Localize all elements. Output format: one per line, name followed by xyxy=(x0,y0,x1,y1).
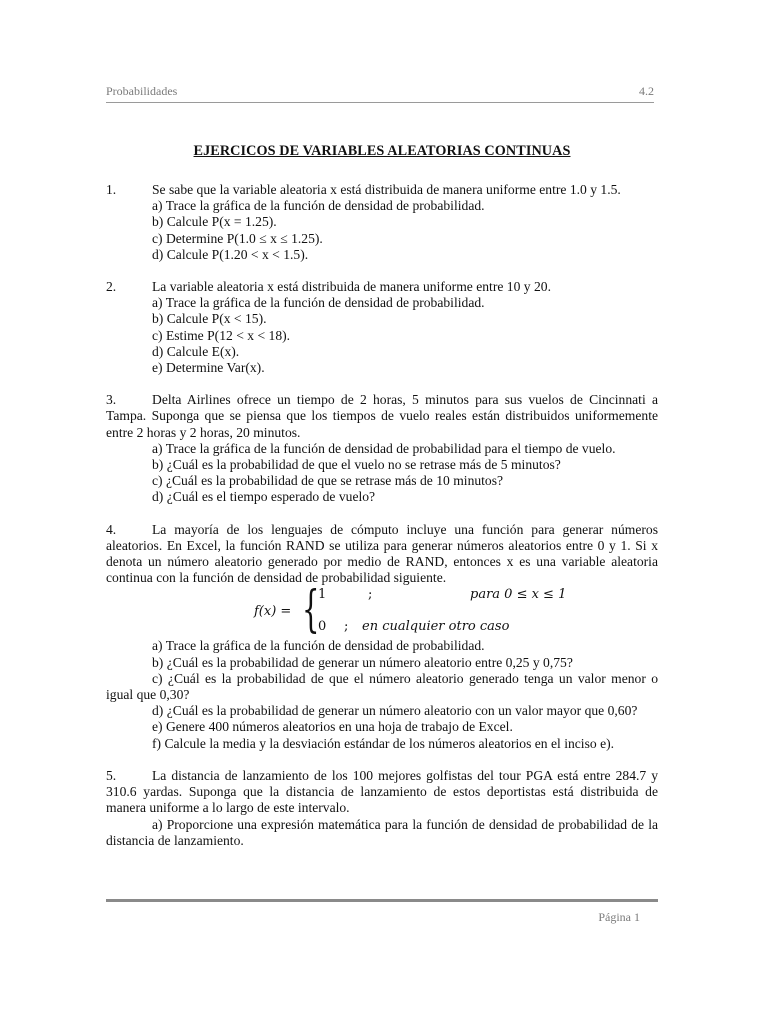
document-title: EJERCICOS DE VARIABLES ALEATORIAS CONTINUAS xyxy=(193,143,571,159)
exercise-statement xyxy=(106,182,658,198)
exercise-item: a) Proporcione una expresión matemática para la función de densidad de probabilidad de la distancia de lanzamiento. xyxy=(106,816,658,848)
exercise-list xyxy=(106,182,658,865)
formula-row1-separator: ; xyxy=(368,587,373,603)
exercise-5 xyxy=(106,768,658,849)
exercise-2 xyxy=(106,279,658,376)
exercise-number: 4. xyxy=(106,521,117,537)
exercise-item: a) Trace la gráfica de la función de densidad de probabilidad. xyxy=(152,638,485,654)
exercise-item: d) Calcule E(x). xyxy=(152,343,240,359)
exercise-item: e) Determine Var(x). xyxy=(152,360,265,376)
exercise-statement xyxy=(106,392,658,441)
exercise-number: 5. xyxy=(106,767,117,783)
formula-row2-separator: ; xyxy=(344,619,349,635)
page-header xyxy=(106,84,654,100)
exercise-text: La mayoría de los lenguajes de cómputo incluye una función para generar números aleatorios. En Excel, la función RAND se utiliza para generar números aleatorios entre 0 y 1. Si x denota un número aleatorio generado por medio de RAND, entonces x es una variable aleatoria continua con la función de densidad de probabilidad siguiente. xyxy=(106,521,658,586)
formula-brace: { xyxy=(302,580,320,639)
exercise-item: c) Estime P(12 < x < 18). xyxy=(152,327,291,343)
exercise-item: d) Calcule P(1.20 < x < 1.5). xyxy=(152,246,309,262)
exercise-item: c) ¿Cuál es la probabilidad de que el número aleatorio generado tenga un valor menor o igual que 0,30? xyxy=(106,670,658,703)
exercise-4 xyxy=(106,522,658,752)
formula-row2-value: 0 xyxy=(318,619,327,635)
exercise-text: La distancia de lanzamiento de los 100 mejores golfistas del tour PGA está entre 284.7 y 310.6 yardas. Suponga que la distancia de lanzamiento de estos deportistas está distribuida de manera uniforme a lo largo de este intervalo. xyxy=(106,767,658,816)
exercise-item: d) ¿Cuál es la probabilidad de generar un número aleatorio con un valor mayor que 0,60? xyxy=(152,703,638,719)
exercise-item: a) Trace la gráfica de la función de densidad de probabilidad. xyxy=(152,198,485,214)
exercise-3 xyxy=(106,392,658,505)
exercise-text: La variable aleatoria x está distribuida de manera uniforme entre 10 y 20. xyxy=(152,279,551,295)
header-title: Probabilidades xyxy=(106,84,178,98)
exercise-item: c) Determine P(1.0 ≤ x ≤ 1.25). xyxy=(152,230,323,246)
exercise-number: 3. xyxy=(106,392,117,408)
exercise-number: 1. xyxy=(106,182,117,197)
exercise-statement xyxy=(106,279,658,295)
exercise-item: e) Genere 400 números aleatorios en una hoja de trabajo de Excel. xyxy=(152,719,513,735)
exercise-item: a) Trace la gráfica de la función de densidad de probabilidad para el tiempo de vuelo. xyxy=(152,440,616,456)
exercise-text: Delta Airlines ofrece un tiempo de 2 horas, 5 minutos para sus vuelos de Cincinnati a Tampa. Suponga que se piensa que los tiempos de vuelo reales están distribuidos uniformemente entre 2 horas y 2 horas, 20 minutos. xyxy=(106,392,658,440)
exercise-statement xyxy=(106,768,658,817)
header-divider xyxy=(106,102,654,103)
exercise-number: 2. xyxy=(106,279,117,295)
exercise-text: Se sabe que la variable aleatoria x está distribuida de manera uniforme entre 1.0 y 1.5. xyxy=(152,182,621,197)
exercise-item: b) ¿Cuál es la probabilidad de que el vuelo no se retrase más de 5 minutos? xyxy=(152,457,561,473)
formula-row1-condition: para 0 ≤ x ≤ 1 xyxy=(470,587,567,603)
density-function-formula xyxy=(106,580,658,639)
exercise-item: c) ¿Cuál es la probabilidad de que se retrase más de 10 minutos? xyxy=(152,473,504,489)
exercise-1 xyxy=(106,182,658,263)
exercise-item: f) Calcule la media y la desviación estándar de los números aleatorios en el inciso e). xyxy=(152,735,615,751)
footer-divider xyxy=(106,899,658,902)
page-number: Página 1 xyxy=(598,910,640,924)
exercise-item: b) ¿Cuál es la probabilidad de generar un número aleatorio entre 0,25 y 0,75? xyxy=(152,654,573,670)
formula-row2-condition: en cualquier otro caso xyxy=(362,619,510,635)
exercise-statement xyxy=(106,522,658,587)
exercise-item: a) Trace la gráfica de la función de densidad de probabilidad. xyxy=(152,295,485,311)
exercise-item: b) Calcule P(x < 15). xyxy=(152,311,267,327)
header-section-number: 4.2 xyxy=(639,84,654,98)
formula-row1-value: 1 xyxy=(318,587,327,603)
formula-lhs: f(x) = xyxy=(254,604,292,620)
exercise-item: b) Calcule P(x = 1.25). xyxy=(152,214,277,230)
exercise-item: d) ¿Cuál es el tiempo esperado de vuelo? xyxy=(152,489,376,505)
